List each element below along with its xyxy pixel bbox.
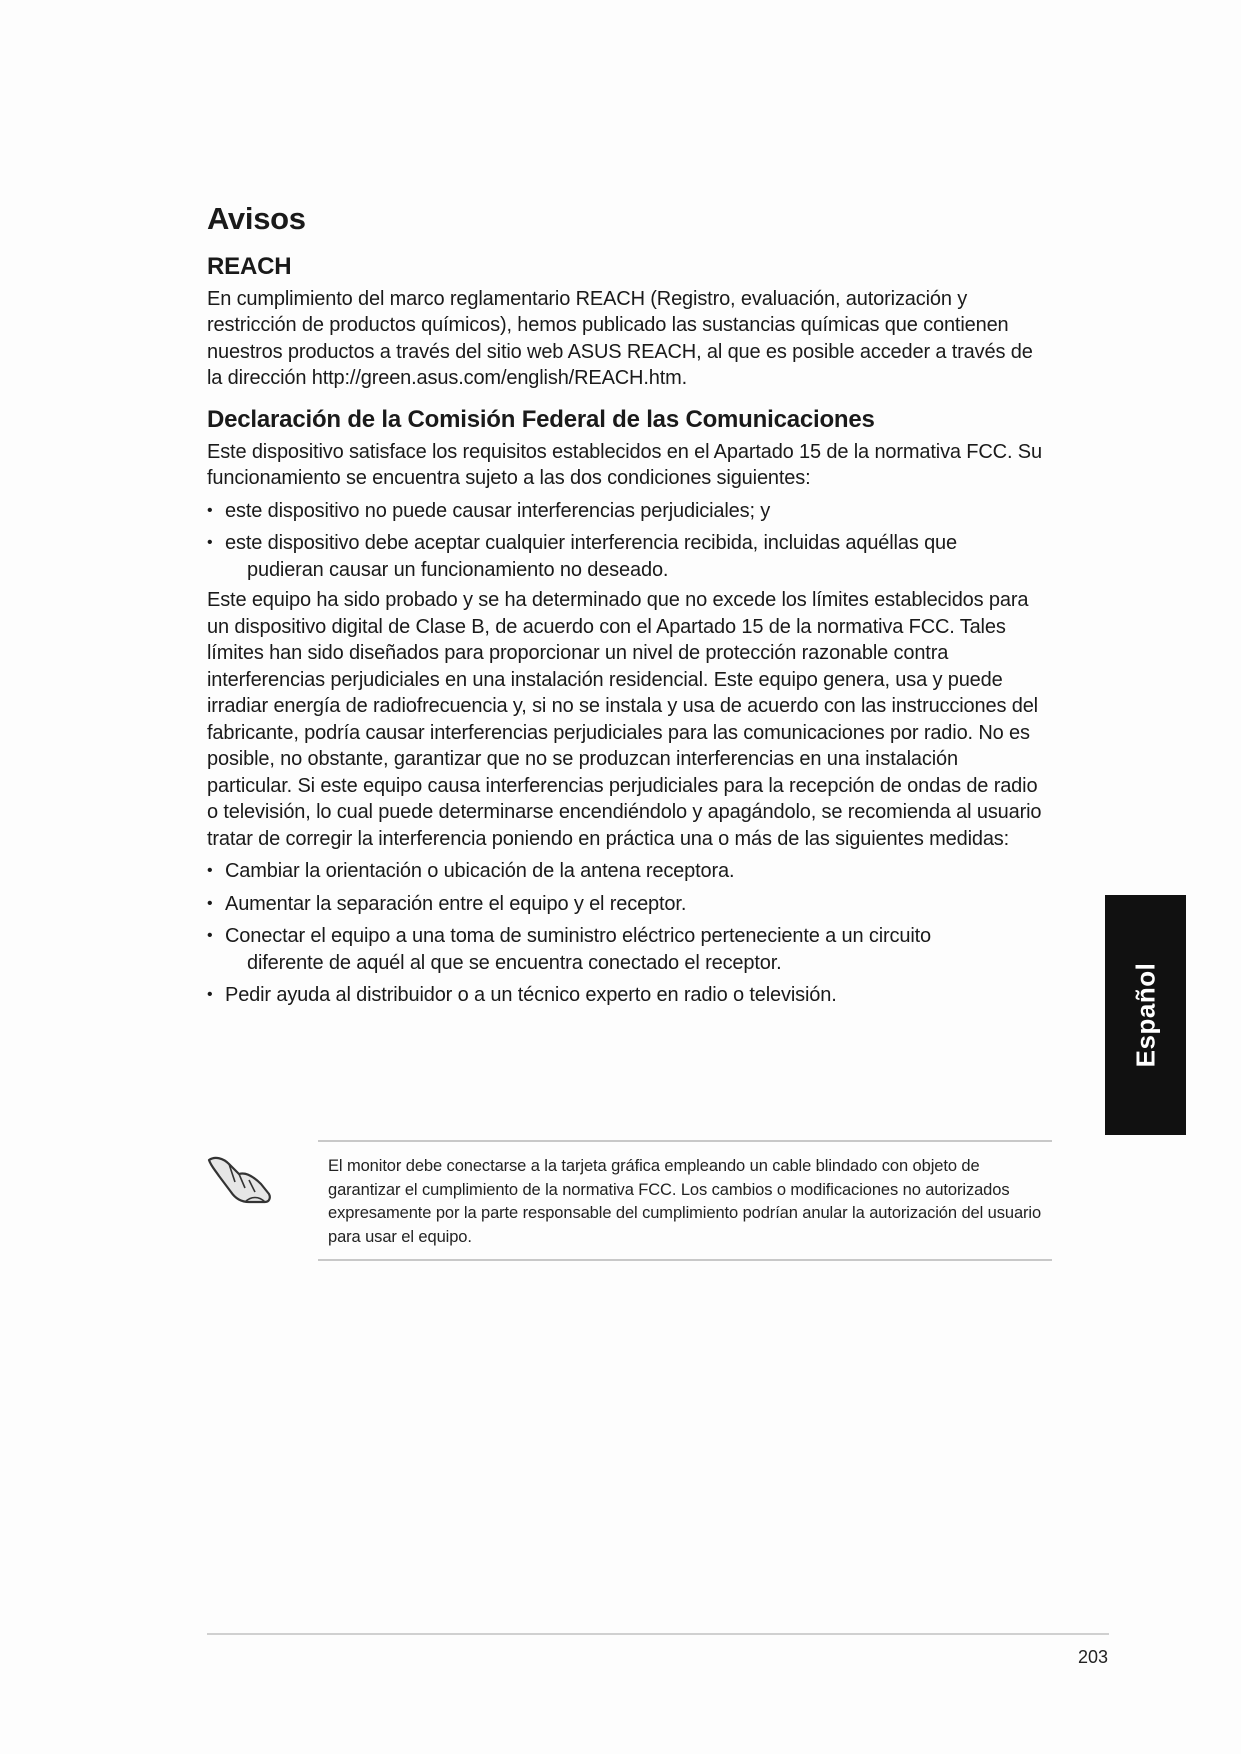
note-box [318, 1140, 1052, 1261]
fcc-intro-paragraph: Este dispositivo satisface los requisitos establecidos en el Apartado 15 de la normativa FCC. Su funcionamiento se encuentra sujeto a las dos condiciones siguientes: [207, 440, 1042, 490]
reach-paragraph: En cumplimiento del marco reglamentario REACH (Registro, evaluación, autorización y restricción de productos químicos), hemos publicado las sustancias químicas que contienen nuestros productos a través del sitio web ASUS REACH, al que es posible acceder a través de la dirección http://green.asus.com/english/REACH.htm. [207, 287, 1033, 390]
condition-text: este dispositivo no puede causar interferencias perjudiciales; y [225, 499, 771, 522]
bullet-icon: • [207, 501, 213, 519]
page-number: 203 [1077, 1647, 1108, 1667]
list-item [207, 858, 1047, 885]
pointing-hand-icon [205, 1152, 275, 1208]
list-item [207, 498, 1047, 525]
bullet-icon: • [207, 534, 213, 552]
list-item [207, 530, 1047, 583]
measure-continuation: diferente de aquél al que se encuentra conectado el receptor. [247, 951, 782, 974]
bullet-icon: • [207, 986, 213, 1004]
list-item [207, 982, 1047, 1009]
fcc-body-paragraph: Este equipo ha sido probado y se ha determinado que no excede los límites establecidos para un dispositivo digital de Clase B, de acuerdo con el Apartado 15 de la normativa FCC. Tales límites han sido diseñados para proporcionar un nivel de protección razonable contra interferencias perjudiciales en una instalación residencial. Este equipo genera, usa y puede irradiar energía de radiofrecuencia y, si no se instala y usa de acuerdo con las instrucciones del fabricante, podría causar interferencias perjudiciales para las comunicaciones por radio. No es posible, no obstante, garantizar que no se produzcan interferencias en una instalación particular. Si este equipo causa interferencias perjudiciales para la recepción de ondas de radio o televisión, lo cual puede determinarse encendiéndolo y apagándolo, se recomienda al usuario tratar de corregir la interferencia poniendo en práctica una o más de las siguientes medidas: [207, 589, 1042, 850]
note-text: El monitor debe conectarse a la tarjeta gráfica empleando un cable blindado con objeto de garantizar el cumplimiento de la normativa FCC. Los cambios o modificaciones no autorizados expresamente por la parte responsable del cumplimiento podrían anular la autorización del usuario para usar el equipo. [328, 1157, 1042, 1246]
language-tab-label: Español [1130, 962, 1160, 1068]
measure-text: Aumentar la separación entre el equipo y el receptor. [225, 892, 687, 915]
fcc-heading: Declaración de la Comisión Federal de las Comunicaciones [207, 405, 875, 433]
measure-text: Conectar el equipo a una toma de suministro eléctrico perteneciente a un circuito [225, 925, 932, 948]
reach-heading: REACH [207, 253, 292, 281]
bullet-icon: • [207, 894, 213, 912]
footer-divider [207, 1633, 1109, 1635]
bullet-icon: • [207, 862, 213, 880]
page-title: Avisos [207, 201, 306, 236]
fcc-measures-list [207, 858, 1047, 1009]
main-content [207, 200, 1047, 1009]
list-item [207, 923, 1047, 976]
fcc-conditions-list [207, 498, 1047, 584]
bullet-icon: • [207, 927, 213, 945]
measure-text: Cambiar la orientación o ubicación de la antena receptora. [225, 860, 735, 883]
condition-text: este dispositivo debe aceptar cualquier interferencia recibida, incluidas aquéllas que [225, 532, 958, 555]
list-item [207, 891, 1047, 918]
measure-text: Pedir ayuda al distribuidor o a un técnico experto en radio o televisión. [225, 984, 837, 1007]
language-tab [1105, 895, 1186, 1135]
condition-continuation: pudieran causar un funcionamiento no deseado. [247, 558, 669, 581]
